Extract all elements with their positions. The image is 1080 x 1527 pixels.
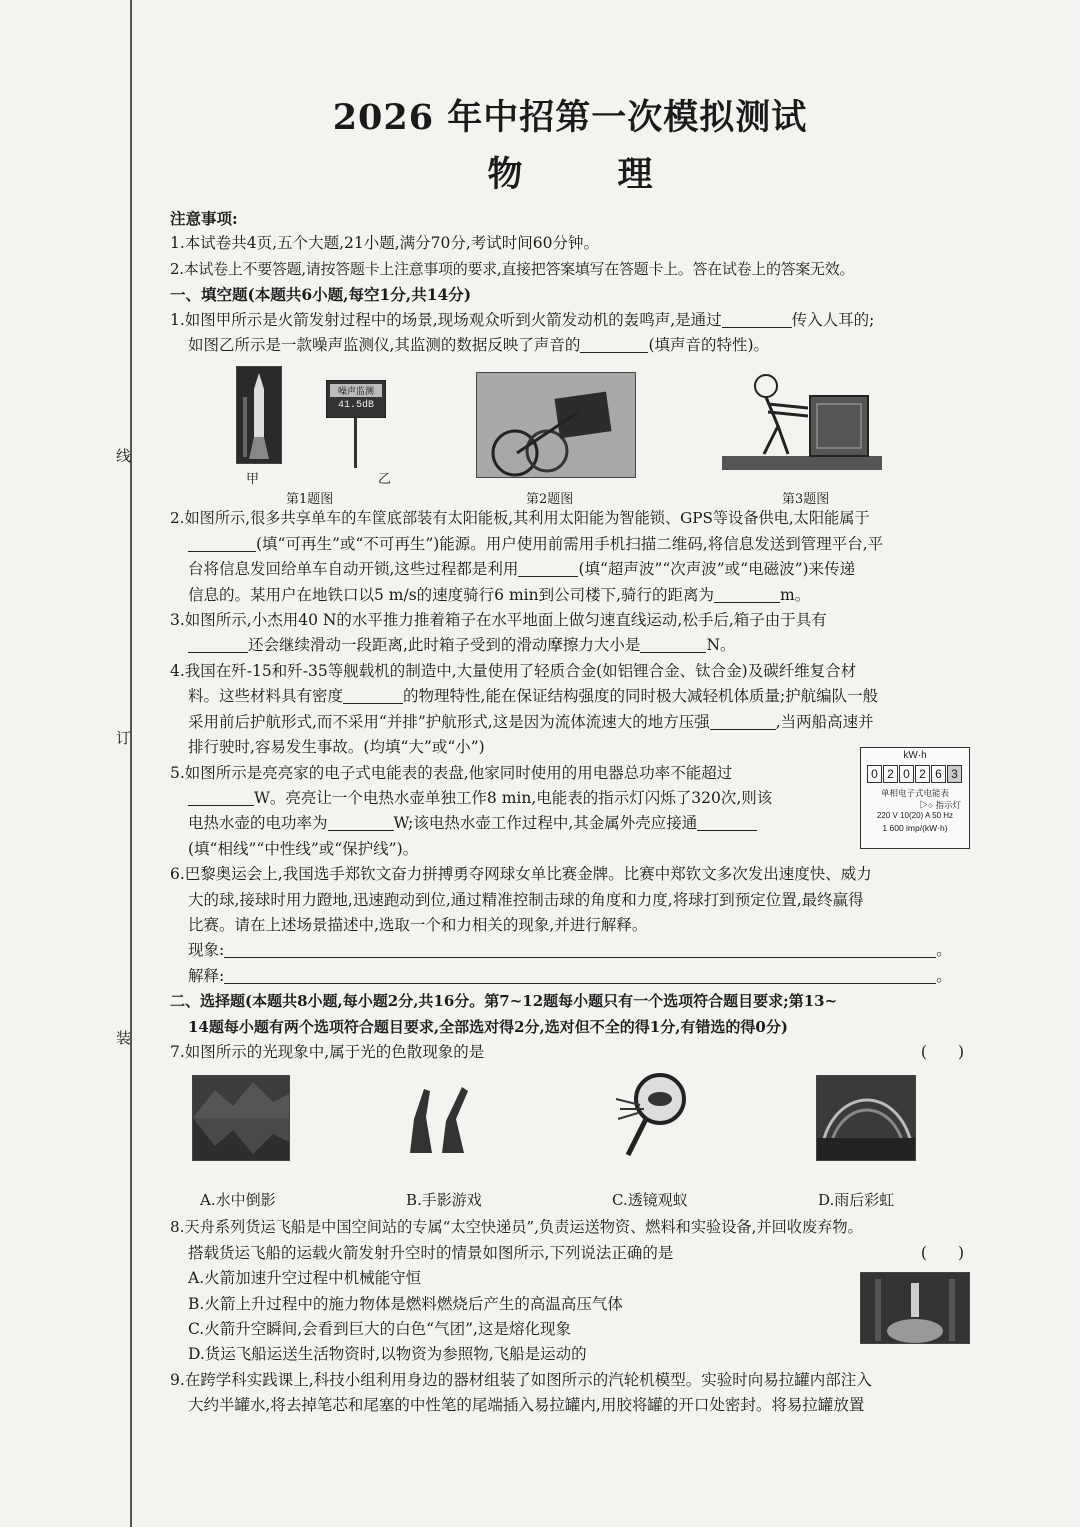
meter-digit: 0 [867,765,882,783]
q5-line2: W。亮亮让一个电热水壶单独工作8 min,电能表的指示灯闪烁了320次,则该 [170,786,970,811]
meter-constant: 1 600 imp/(kW·h) [882,822,948,833]
q6-explanation: 解释: 。 [188,966,952,985]
q8-option-c: C.火箭升空瞬间,会看到巨大的白色“气团”,这是熔化现象 [188,1320,571,1338]
q2-blank1 [188,533,256,552]
q1-blank2 [580,334,648,353]
energy-meter [860,747,970,849]
rocket-launch-icon [861,1273,969,1343]
meter-digit: 2 [883,765,898,783]
q1-q3-figures [170,358,970,506]
boy-pushing-box-icon [722,368,882,476]
q1-line1: 1.如图甲所示是火箭发射过程中的场景,现场观众听到火箭发动机的轰鸣声,是通过 传入人耳的; [170,310,875,329]
q4-blank2 [710,711,776,730]
q2-line4: 信息的。某用户在地铁口以5 m/s的速度骑行6 min到公司楼下,骑行的距离为 m。 [188,585,811,604]
q6-explanation-blank [224,965,936,984]
section2-heading-line2: 14题每小题有两个选项符合题目要求,全部选对得2分,选对但不全的得1分,有错选的得0分) [188,1017,788,1036]
q7-option-b: B.手影游戏 [406,1191,482,1210]
q2-line3: 台将信息发回给单车自动开锁,这些过程都是利用 (填“超声波”“次声波”或“电磁波”)来传递 [188,560,856,579]
q9-line1: 9.在跨学科实践课上,科技小组利用身边的器材组装了如图所示的汽轮机模型。实验时向易拉罐内部注入 [170,1370,872,1389]
reflection-icon [193,1076,289,1160]
q3-line2: 还会继续滑动一段距离,此时箱子受到的滑动摩擦力大小是 N。 [170,633,970,658]
q2-blank3 [714,584,780,603]
notice-heading: 注意事项: [170,209,238,228]
q5-line3: 电热水壶的电功率为 W;该电热水壶工作过程中,其金属外壳应接通 [170,811,970,836]
bicycle-icon [477,373,635,477]
rocket-icon [237,367,281,463]
q8-block [170,1215,970,1367]
q5-blank1 [188,787,254,806]
q3-blank2 [640,634,706,653]
magnifier-ant-photo [608,1069,700,1159]
q7-answer-paren: ( ) [920,1042,964,1061]
shared-bike-photo [476,372,636,478]
rocket-photo [236,366,282,464]
q3-blank1 [188,634,248,653]
q5-blank2 [328,812,394,831]
q6-phenomenon: 现象: 。 [188,941,952,960]
fig1-caption: 第1题图 [286,492,334,508]
meter-indicator: ▷○ 指示灯 [919,799,961,810]
q4-line4: 排行驶时,容易发生事故。(均填“大”或“小”) [188,738,485,757]
notice-item-2: 2.本试卷上不要答题,请按答题卡上注意事项的要求,直接把答案填写在答题卡上。答在试卷上的答案无效。 [170,259,855,278]
rainbow-photo [816,1075,916,1161]
meter-digits [861,765,969,783]
q4-blank1 [343,685,403,704]
q2-blank2 [518,558,578,577]
reflection-photo [192,1075,290,1161]
exam-subject: 物 理 [487,154,683,195]
meter-rating: 220 V 10(20) A 50 Hz [876,810,954,820]
q8-line2: 搭载货运飞船的运载火箭发射升空时的情景如图所示,下列说法正确的是 ( ) [170,1241,970,1266]
fig2-caption: 第2题图 [526,492,574,508]
q7-option-a: A.水中倒影 [200,1191,276,1210]
q4-line3: 采用前后护航形式,而不采用“并排”护航形式,这是因为流体流速大的地方压强 ,当两船高速并 [188,712,874,731]
q5-line1: 5.如图所示是亮亮家的电子式电能表的表盘,他家同时使用的用电器总功率不能超过 [170,763,733,782]
q5-block [170,749,970,863]
q2-line1: 2.如图所示,很多共享单车的车筐底部装有太阳能板,其利用太阳能为智能锁、GPS等设备供电,太阳能属于 [170,509,870,528]
q6-line2: 大的球,接球时用力蹬地,迅速跑动到位,通过精准控制击球的角度和力度,将球打到预定位置,最终赢得 [188,890,864,909]
q8-answer-paren: ( ) [920,1243,964,1262]
binding-line [130,0,132,1527]
q5-blank3 [697,812,757,831]
section2-heading-line1: 二、选择题(本题共8小题,每小题2分,共16分。第7~12题每小题只有一个选项符合题目要求;第13~ [170,992,838,1011]
q8-line1: 8.天舟系列货运飞船是中国空间站的专属“太空快递员”,负责运送物资、燃料和实验设备,并回收废弃物。 [170,1218,863,1237]
monitor-value: 41.5dB [337,400,374,412]
margin-label-ding: 订 [114,730,132,745]
margin-label-xian: 线 [114,448,132,463]
q6-phenomenon-blank [224,939,936,958]
meter-unit: kW·h [903,749,927,761]
margin-label-zhuang: 装 [114,1030,132,1045]
meter-digit: 2 [915,765,930,783]
fig3-caption: 第3题图 [782,492,830,508]
monitor-label: 噪声监测 [330,384,382,397]
magnifier-ant-icon [608,1069,700,1159]
q8-option-b: B.火箭上升过程中的施力物体是燃料燃烧后产生的高温高压气体 [188,1294,623,1313]
meter-digit: 6 [931,765,946,783]
exam-page [170,92,970,1419]
noise-monitor [326,380,386,418]
q3-line1: 3.如图所示,小杰用40 N的水平推力推着箱子在水平地面上做匀速直线运动,松手后,箱子由于具有 [170,611,827,630]
rocket-launch-photo [860,1272,970,1344]
hand-shadow-photo [402,1079,478,1157]
q4-line1: 4.我国在歼-15和歼-35等舰载机的制造中,大量使用了轻质合金(如铝锂合金、钛合金)及碳纤维复合材 [170,661,857,680]
rainbow-icon [817,1076,915,1160]
section1-heading: 一、填空题(本题共6小题,每空1分,共14分) [170,285,472,305]
meter-digit: 3 [947,765,962,783]
q1-line2: 如图乙所示是一款噪声监测仪,其监测的数据反映了声音的 (填声音的特性)。 [188,336,770,355]
q7-option-d: D.雨后彩虹 [818,1191,895,1210]
fig-label-yi: 乙 [378,472,392,488]
q2-line2: (填“可再生”或“不可再生”)能源。用户使用前需用手机扫描二维码,将信息发送到管理平台,平 [170,532,970,557]
push-box-drawing [722,368,882,476]
monitor-pole [354,416,357,468]
q7-stem: 7.如图所示的光现象中,属于光的色散现象的是 ( ) [170,1040,970,1065]
q7-option-c: C.透镜观蚁 [612,1191,688,1210]
q6-line1: 6.巴黎奥运会上,我国选手郑钦文奋力拼搏勇夺网球女单比赛金牌。比赛中郑钦文多次发出速度快、威力 [170,865,872,884]
fig-label-jia: 甲 [246,472,260,488]
q6-line3: 比赛。请在上述场景描述中,选取一个和力相关的现象,并进行解释。 [188,915,648,934]
q7-options [170,1065,970,1215]
notice-item-1: 1.本试卷共4页,五个大题,21小题,满分70分,考试时间60分钟。 [170,234,600,253]
q8-option-a: A.火箭加速升空过程中机械能守恒 [188,1269,422,1288]
q5-line4: (填“相线”“中性线”或“保护线”)。 [188,839,419,858]
meter-name: 单相电子式电能表 [880,787,949,798]
q1-blank1 [722,309,792,328]
hand-shadow-icon [402,1079,478,1157]
q9-line2: 大约半罐水,将去掉笔芯和尾塞的中性笔的尾端插入易拉罐内,用胶将罐的开口处密封。将易拉罐放置 [188,1396,865,1415]
meter-digit: 0 [899,765,914,783]
exam-title: 2026 年中招第一次模拟测试 [332,97,808,138]
q4-line2: 料。这些材料具有密度 的物理特性,能在保证结构强度的同时极大减轻机体质量;护航编队一般 [188,687,879,706]
q8-option-d: D.货运飞船运送生活物资时,以物资为参照物,飞船是运动的 [188,1345,587,1364]
